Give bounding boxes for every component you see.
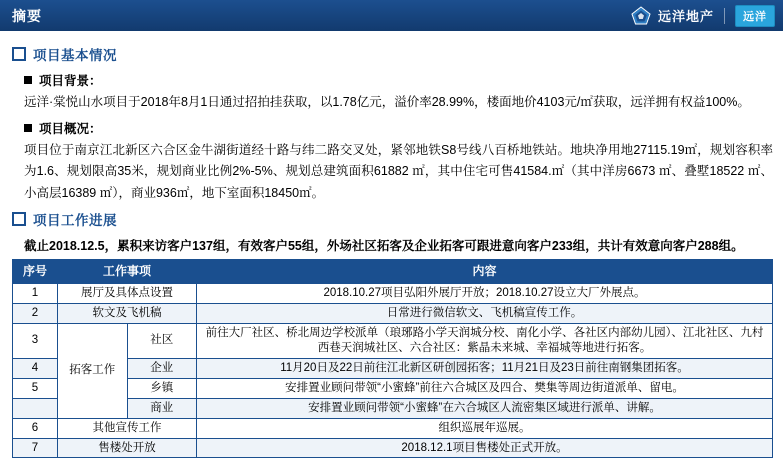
cell-content: 安排置业顾问带领“小蜜蜂”在六合城区人流密集区域进行派单、讲解。 — [197, 398, 773, 418]
cell-no: 5 — [13, 378, 58, 398]
brand-badge: 远洋 — [735, 5, 775, 27]
cell-content: 安排置业顾问带领“小蜜蜂”前往六合城区及四合、樊集等周边街道派单、留电。 — [197, 378, 773, 398]
paragraph-background: 远洋·棠悦山水项目于2018年8月1日通过招拍挂获取，以1.78亿元，溢价率28.99%，楼面地价4103元/㎡获取，远洋拥有权益100%。 — [24, 95, 750, 109]
cell-content: 2018.12.1项目售楼处正式开放。 — [197, 438, 773, 458]
diamond-logo-icon — [630, 5, 652, 27]
table-col-header-content: 内容 — [197, 260, 773, 284]
cell-no: 3 — [13, 323, 58, 358]
cell-no: 1 — [13, 284, 58, 304]
table-row — [13, 398, 773, 418]
work-plan-table — [12, 259, 773, 458]
cell-work-item: 售楼处开放 — [58, 438, 197, 458]
cell-work-item: 软文及飞机稿 — [58, 303, 197, 323]
cell-content: 11月20日及22日前往江北新区研创园拓客；11月21日及23日前往南钢集团拓客。 — [197, 358, 773, 378]
cell-no: 6 — [13, 418, 58, 438]
table-col-header-work: 工作事项 — [58, 260, 197, 284]
table-header-row — [13, 260, 773, 284]
bullet-project-overview — [24, 119, 773, 137]
table-row — [13, 284, 773, 304]
table-row — [13, 438, 773, 458]
cell-content: 前往大厂社区、桥北周边学校派单（琅琊路小学天润城分校、南化小学、各社区内部幼儿园）、江北社区、九村西巷天润城社区、六合社区：紫晶未来城、幸福城等地进行拓客。 — [197, 323, 773, 358]
cell-work-subitem: 社区 — [127, 323, 197, 358]
section-header-basic-info — [12, 44, 773, 64]
cell-work-item: 拓客工作 — [58, 323, 128, 418]
square-outline-icon — [12, 47, 26, 61]
square-outline-icon — [12, 212, 26, 226]
cell-content: 组织巡展年巡展。 — [197, 418, 773, 438]
cell-no — [13, 398, 58, 418]
cell-work-subitem: 企业 — [127, 358, 197, 378]
page-title: 摘要 — [12, 7, 42, 24]
square-solid-icon — [24, 124, 32, 132]
cell-work-subitem: 乡镇 — [127, 378, 197, 398]
section-header-progress — [12, 209, 773, 229]
paragraph-overview: 项目位于南京江北新区六合区金牛湖街道经十路与纬二路交叉处，紧邻地铁S8号线八百桥地铁站。地块净用地27115.19㎡，规划容积率为1.6、规划限高35米，规划商业比例2%-5%、规划总建筑面积61882 ㎡，其中住宅可售41584.㎡（其中洋房6673 ㎡、叠墅18522 ㎡、小高层16389 ㎡），商业936㎡，地下室面积18450㎡。 — [24, 142, 773, 200]
bullet-label-overview: 项目概况： — [39, 121, 102, 136]
bullet-label-background: 项目背景： — [39, 74, 102, 88]
section-title-progress: 项目工作进展 — [33, 213, 117, 228]
cell-no: 4 — [13, 358, 58, 378]
table-row — [13, 418, 773, 438]
section-title-basic-info: 项目基本情况 — [33, 48, 117, 63]
cell-no: 7 — [13, 438, 58, 458]
brand-area — [630, 0, 775, 31]
cell-no: 2 — [13, 303, 58, 323]
brand-divider — [724, 8, 725, 24]
table-row — [13, 378, 773, 398]
square-solid-icon — [24, 76, 32, 84]
cell-work-item: 其他宣传工作 — [58, 418, 197, 438]
table-col-header-no: 序号 — [13, 260, 58, 284]
cell-work-item: 展厅及具体点设置 — [58, 284, 197, 304]
bullet-project-background — [24, 71, 773, 89]
cell-content: 2018.10.27项目弘阳外展厅开放；2018.10.27设立大厂外展点。 — [197, 284, 773, 304]
table-row — [13, 358, 773, 378]
document-body — [0, 31, 783, 458]
table-body — [13, 284, 773, 458]
progress-summary-note: 截止2018.12.5，累积来访客户137组，有效客户55组，外场社区拓客及企业拓客可跟进意向客户233组，共计有效意向客户288组。 — [24, 239, 744, 253]
page-header — [0, 0, 783, 31]
cell-work-subitem: 商业 — [127, 398, 197, 418]
cell-content: 日常进行微信软文、飞机稿宣传工作。 — [197, 303, 773, 323]
brand-name: 远洋地产 — [657, 9, 714, 24]
table-row — [13, 303, 773, 323]
table-row — [13, 323, 773, 358]
